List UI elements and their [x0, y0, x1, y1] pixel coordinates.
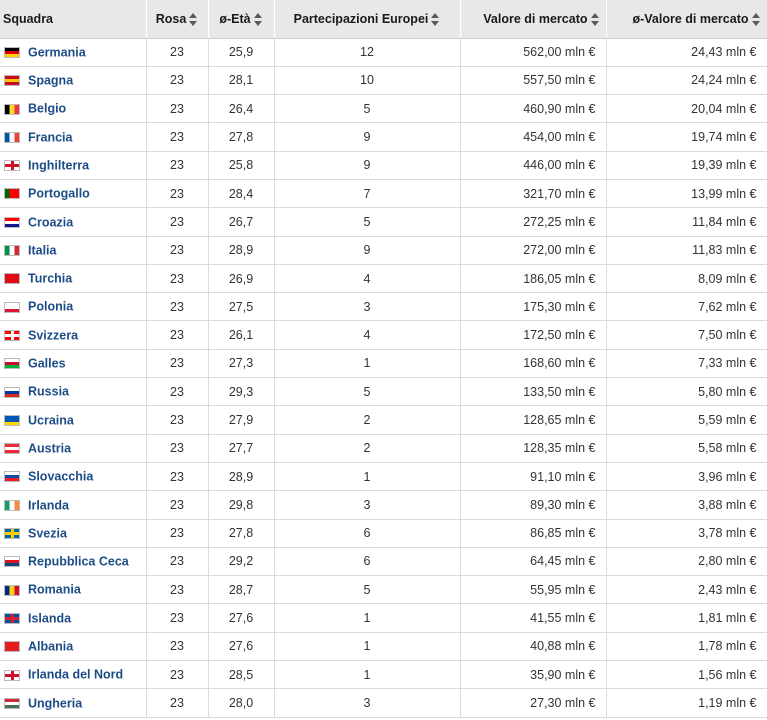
avg-age-cell: 28,0: [208, 689, 274, 717]
market-value-cell: 172,50 mln €: [460, 321, 606, 349]
flag-icon: [4, 47, 20, 58]
participations-cell: 3: [274, 491, 460, 519]
flag-icon: [4, 75, 20, 86]
team-link[interactable]: Inghilterra: [28, 158, 90, 173]
table-row: [0, 179, 767, 207]
market-value-cell: 168,60 mln €: [460, 349, 606, 377]
table-row: [0, 689, 767, 717]
column-header-rosa[interactable]: [146, 0, 208, 38]
avg-age-cell: 28,1: [208, 66, 274, 94]
avg-age-cell: 26,9: [208, 264, 274, 292]
market-value-cell: 86,85 mln €: [460, 519, 606, 547]
flag-icon: [4, 273, 20, 284]
participations-cell: 3: [274, 689, 460, 717]
flag-icon: [4, 387, 20, 398]
flag-icon: [4, 585, 20, 596]
avg-age-cell: 27,6: [208, 604, 274, 632]
squad-size-cell: 23: [146, 604, 208, 632]
team-link[interactable]: Russia: [28, 385, 69, 400]
participations-cell: 1: [274, 462, 460, 490]
market-value-cell: 35,90 mln €: [460, 661, 606, 689]
avg-age-cell: 28,7: [208, 576, 274, 604]
sort-icon[interactable]: [431, 13, 440, 26]
team-link[interactable]: Spagna: [28, 73, 74, 88]
avg-age-cell: 27,9: [208, 406, 274, 434]
team-link[interactable]: Turchia: [28, 271, 73, 286]
sort-icon[interactable]: [189, 13, 198, 26]
column-header-eta-label: ø-Età: [219, 11, 251, 26]
participations-cell: 5: [274, 576, 460, 604]
team-cell: [0, 236, 146, 264]
team-link[interactable]: Polonia: [28, 300, 74, 315]
market-value-cell: 460,90 mln €: [460, 95, 606, 123]
flag-icon: [4, 698, 20, 709]
squad-size-cell: 23: [146, 519, 208, 547]
team-link[interactable]: Albania: [28, 639, 74, 654]
team-cell: [0, 66, 146, 94]
squad-size-cell: 23: [146, 462, 208, 490]
table-row: [0, 462, 767, 490]
table-row: [0, 519, 767, 547]
avg-market-value-cell: 19,74 mln €: [606, 123, 767, 151]
table-row: [0, 632, 767, 660]
market-value-cell: 27,30 mln €: [460, 689, 606, 717]
table-row: [0, 547, 767, 575]
squad-size-cell: 23: [146, 66, 208, 94]
avg-market-value-cell: 2,80 mln €: [606, 547, 767, 575]
avg-market-value-cell: 1,56 mln €: [606, 661, 767, 689]
team-link[interactable]: Belgio: [28, 102, 67, 117]
team-link[interactable]: Ucraina: [28, 413, 74, 428]
flag-icon: [4, 415, 20, 426]
team-cell: [0, 462, 146, 490]
table-row: [0, 264, 767, 292]
flag-icon: [4, 160, 20, 171]
team-link[interactable]: Irlanda del Nord: [28, 668, 124, 683]
column-header-avg-market-value[interactable]: [606, 0, 767, 38]
market-value-cell: 454,00 mln €: [460, 123, 606, 151]
team-cell: [0, 576, 146, 604]
market-value-cell: 557,50 mln €: [460, 66, 606, 94]
avg-age-cell: 27,3: [208, 349, 274, 377]
avg-age-cell: 28,9: [208, 462, 274, 490]
flag-icon: [4, 330, 20, 341]
team-cell: [0, 434, 146, 462]
avg-age-cell: 28,4: [208, 179, 274, 207]
squad-size-cell: 23: [146, 151, 208, 179]
sort-icon[interactable]: [752, 13, 761, 26]
squad-size-cell: 23: [146, 689, 208, 717]
avg-market-value-cell: 1,19 mln €: [606, 689, 767, 717]
column-header-market-value[interactable]: [460, 0, 606, 38]
flag-icon: [4, 188, 20, 199]
market-value-cell: 133,50 mln €: [460, 378, 606, 406]
team-cell: [0, 632, 146, 660]
squad-size-cell: 23: [146, 406, 208, 434]
flag-icon: [4, 132, 20, 143]
team-cell: [0, 38, 146, 66]
table-row: [0, 378, 767, 406]
avg-age-cell: 27,8: [208, 519, 274, 547]
market-value-cell: 186,05 mln €: [460, 264, 606, 292]
team-cell: [0, 378, 146, 406]
squad-size-cell: 23: [146, 38, 208, 66]
squad-size-cell: 23: [146, 264, 208, 292]
avg-age-cell: 26,1: [208, 321, 274, 349]
table-row: [0, 38, 767, 66]
column-header-participations-label: Partecipazioni Europei: [293, 11, 429, 26]
avg-age-cell: 29,3: [208, 378, 274, 406]
market-value-cell: 175,30 mln €: [460, 293, 606, 321]
team-cell: [0, 689, 146, 717]
participations-cell: 3: [274, 293, 460, 321]
market-value-cell: 128,65 mln €: [460, 406, 606, 434]
market-value-cell: 128,35 mln €: [460, 434, 606, 462]
table-row: [0, 123, 767, 151]
participations-cell: 9: [274, 151, 460, 179]
flag-icon: [4, 613, 20, 624]
squad-size-cell: 23: [146, 179, 208, 207]
avg-market-value-cell: 8,09 mln €: [606, 264, 767, 292]
flag-icon: [4, 556, 20, 567]
team-cell: [0, 151, 146, 179]
team-cell: [0, 349, 146, 377]
participations-cell: 4: [274, 321, 460, 349]
team-link[interactable]: Austria: [28, 441, 72, 456]
team-link[interactable]: Repubblica Ceca: [28, 554, 129, 569]
column-header-team[interactable]: [0, 0, 146, 38]
avg-market-value-cell: 3,96 mln €: [606, 462, 767, 490]
market-value-cell: 321,70 mln €: [460, 179, 606, 207]
avg-market-value-cell: 3,88 mln €: [606, 491, 767, 519]
flag-icon: [4, 217, 20, 228]
flag-icon: [4, 471, 20, 482]
flag-icon: [4, 245, 20, 256]
squad-size-cell: 23: [146, 123, 208, 151]
market-value-cell: 55,95 mln €: [460, 576, 606, 604]
avg-age-cell: 27,8: [208, 123, 274, 151]
table-row: [0, 151, 767, 179]
squad-size-cell: 23: [146, 95, 208, 123]
avg-market-value-cell: 24,24 mln €: [606, 66, 767, 94]
squad-size-cell: 23: [146, 632, 208, 660]
avg-market-value-cell: 11,83 mln €: [606, 236, 767, 264]
column-header-team-label: Squadra: [3, 11, 54, 26]
participations-cell: 1: [274, 349, 460, 377]
avg-market-value-cell: 1,81 mln €: [606, 604, 767, 632]
team-link[interactable]: Slovacchia: [28, 469, 94, 484]
squad-size-cell: 23: [146, 491, 208, 519]
flag-icon: [4, 528, 20, 539]
team-cell: [0, 264, 146, 292]
market-value-cell: 446,00 mln €: [460, 151, 606, 179]
table-row: [0, 434, 767, 462]
squad-size-cell: 23: [146, 434, 208, 462]
team-cell: [0, 491, 146, 519]
column-header-avg-market-value-label: ø-Valore di mercato: [632, 11, 749, 26]
market-value-cell: 89,30 mln €: [460, 491, 606, 519]
market-value-cell: 272,25 mln €: [460, 208, 606, 236]
table-row: [0, 293, 767, 321]
market-value-cell: 64,45 mln €: [460, 547, 606, 575]
participations-cell: 1: [274, 604, 460, 632]
table-row: [0, 576, 767, 604]
avg-age-cell: 26,4: [208, 95, 274, 123]
avg-age-cell: 27,6: [208, 632, 274, 660]
flag-icon: [4, 358, 20, 369]
team-cell: [0, 547, 146, 575]
avg-market-value-cell: 11,84 mln €: [606, 208, 767, 236]
participations-cell: 1: [274, 632, 460, 660]
participations-cell: 2: [274, 434, 460, 462]
team-link[interactable]: Francia: [28, 130, 73, 145]
sort-icon[interactable]: [254, 13, 263, 26]
squad-size-cell: 23: [146, 293, 208, 321]
avg-market-value-cell: 13,99 mln €: [606, 179, 767, 207]
participations-cell: 1: [274, 661, 460, 689]
table-row: [0, 661, 767, 689]
squad-size-cell: 23: [146, 547, 208, 575]
flag-icon: [4, 641, 20, 652]
flag-icon: [4, 443, 20, 454]
team-link[interactable]: Germania: [28, 45, 86, 60]
avg-age-cell: 29,2: [208, 547, 274, 575]
participations-cell: 6: [274, 547, 460, 575]
flag-icon: [4, 670, 20, 681]
column-header-market-value-label: Valore di mercato: [483, 11, 588, 26]
column-header-rosa-label: Rosa: [155, 11, 187, 26]
avg-market-value-cell: 20,04 mln €: [606, 95, 767, 123]
table-row: [0, 491, 767, 519]
team-link[interactable]: Svezia: [28, 526, 67, 541]
avg-market-value-cell: 2,43 mln €: [606, 576, 767, 604]
squad-size-cell: 23: [146, 349, 208, 377]
table-row: [0, 95, 767, 123]
avg-age-cell: 26,7: [208, 208, 274, 236]
team-link[interactable]: Islanda: [28, 611, 72, 626]
avg-market-value-cell: 24,43 mln €: [606, 38, 767, 66]
table-row: [0, 66, 767, 94]
avg-market-value-cell: 19,39 mln €: [606, 151, 767, 179]
team-cell: [0, 95, 146, 123]
avg-age-cell: 28,9: [208, 236, 274, 264]
squad-size-cell: 23: [146, 208, 208, 236]
team-link[interactable]: Galles: [28, 356, 66, 371]
table-row: [0, 236, 767, 264]
participations-cell: 9: [274, 236, 460, 264]
avg-age-cell: 27,7: [208, 434, 274, 462]
team-cell: [0, 661, 146, 689]
squad-size-cell: 23: [146, 378, 208, 406]
table-body: [0, 38, 767, 717]
squad-size-cell: 23: [146, 321, 208, 349]
team-link[interactable]: Ungheria: [28, 696, 83, 711]
avg-market-value-cell: 7,33 mln €: [606, 349, 767, 377]
squad-size-cell: 23: [146, 661, 208, 689]
avg-age-cell: 29,8: [208, 491, 274, 519]
table-row: [0, 208, 767, 236]
squad-size-cell: 23: [146, 236, 208, 264]
team-link[interactable]: Romania: [28, 583, 81, 598]
team-cell: [0, 123, 146, 151]
flag-icon: [4, 302, 20, 313]
market-value-cell: 41,55 mln €: [460, 604, 606, 632]
team-cell: [0, 179, 146, 207]
table-header-row: [0, 0, 767, 38]
avg-age-cell: 28,5: [208, 661, 274, 689]
column-header-eta[interactable]: [208, 0, 274, 38]
market-value-cell: 562,00 mln €: [460, 38, 606, 66]
participations-cell: 12: [274, 38, 460, 66]
column-header-participations[interactable]: [274, 0, 460, 38]
avg-age-cell: 25,9: [208, 38, 274, 66]
team-cell: [0, 293, 146, 321]
participations-cell: 6: [274, 519, 460, 547]
team-link[interactable]: Portogallo: [28, 186, 90, 201]
market-value-cell: 91,10 mln €: [460, 462, 606, 490]
participations-cell: 5: [274, 378, 460, 406]
participations-cell: 5: [274, 95, 460, 123]
flag-icon: [4, 500, 20, 511]
table-row: [0, 321, 767, 349]
table-row: [0, 349, 767, 377]
avg-age-cell: 27,5: [208, 293, 274, 321]
participations-cell: 4: [274, 264, 460, 292]
avg-market-value-cell: 5,59 mln €: [606, 406, 767, 434]
market-value-cell: 40,88 mln €: [460, 632, 606, 660]
avg-market-value-cell: 7,50 mln €: [606, 321, 767, 349]
avg-market-value-cell: 1,78 mln €: [606, 632, 767, 660]
team-link[interactable]: Italia: [28, 243, 57, 258]
participations-cell: 9: [274, 123, 460, 151]
team-link[interactable]: Svizzera: [28, 328, 79, 343]
team-cell: [0, 208, 146, 236]
team-cell: [0, 321, 146, 349]
team-cell: [0, 519, 146, 547]
avg-market-value-cell: 3,78 mln €: [606, 519, 767, 547]
participations-cell: 2: [274, 406, 460, 434]
table-row: [0, 604, 767, 632]
team-link[interactable]: Croazia: [28, 215, 74, 230]
flag-icon: [4, 104, 20, 115]
sort-icon[interactable]: [591, 13, 600, 26]
avg-market-value-cell: 5,58 mln €: [606, 434, 767, 462]
avg-market-value-cell: 7,62 mln €: [606, 293, 767, 321]
avg-age-cell: 25,8: [208, 151, 274, 179]
team-cell: [0, 604, 146, 632]
table-row: [0, 406, 767, 434]
avg-market-value-cell: 5,80 mln €: [606, 378, 767, 406]
participations-cell: 10: [274, 66, 460, 94]
market-value-cell: 272,00 mln €: [460, 236, 606, 264]
team-cell: [0, 406, 146, 434]
participations-cell: 7: [274, 179, 460, 207]
participations-cell: 5: [274, 208, 460, 236]
squad-size-cell: 23: [146, 576, 208, 604]
team-link[interactable]: Irlanda: [28, 498, 69, 513]
